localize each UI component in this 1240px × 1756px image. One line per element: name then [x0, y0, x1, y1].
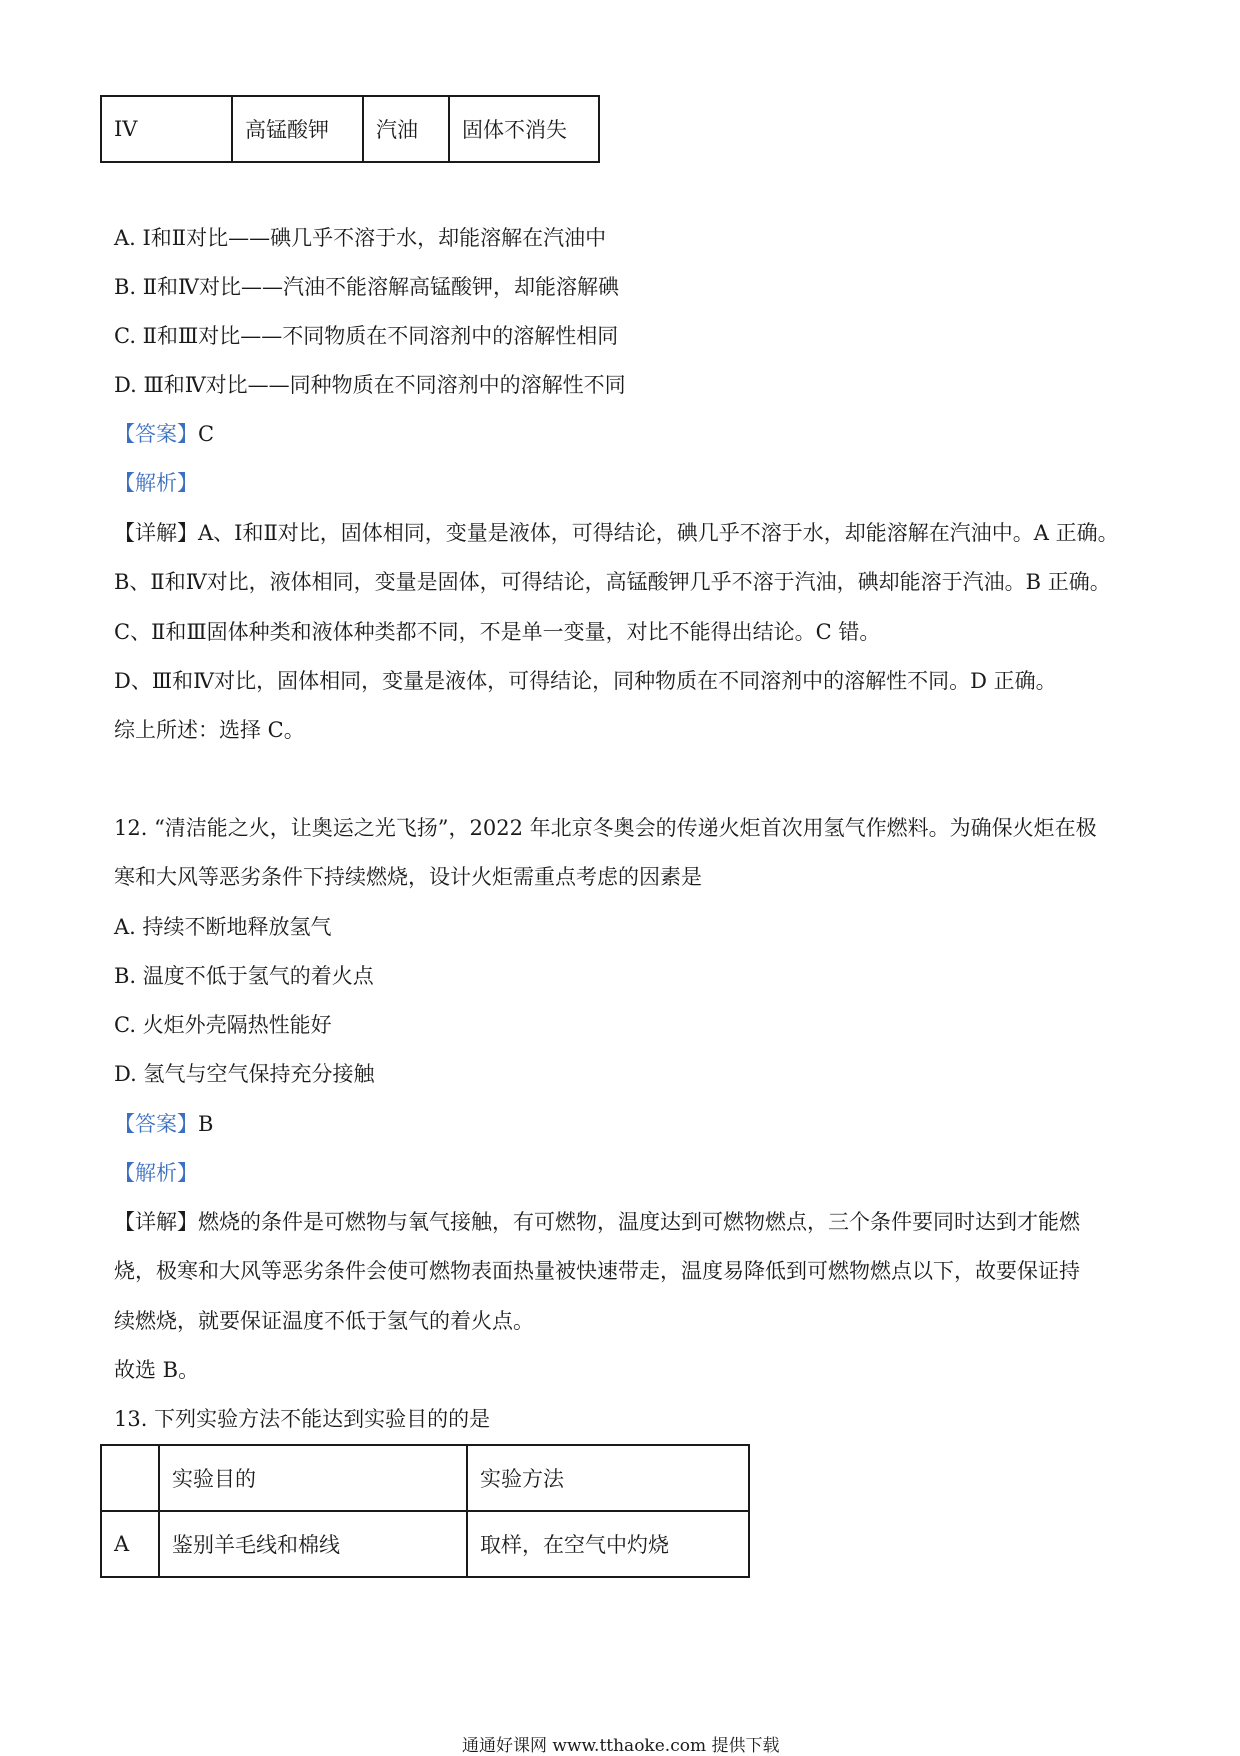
q11-detail-a [114, 518, 1119, 548]
q12-detail-line1 [114, 1207, 1080, 1237]
q11-detail-d: D、Ⅲ和Ⅳ对比，固体相同，变量是液体，可得结论，同种物质在不同溶剂中的溶解性不同。D 正确。 [114, 669, 1057, 693]
table-cell: 取样，在空气中灼烧 [467, 1511, 749, 1577]
table-cell: 汽油 [363, 96, 449, 162]
solubility-table-continued [100, 95, 600, 163]
detail-text: A、Ⅰ和Ⅱ对比，固体相同，变量是液体，可得结论，碘几乎不溶于水，却能溶解在汽油中。A 正确。 [198, 521, 1119, 545]
table-cell: IV [101, 96, 232, 162]
q12-option-c: C. 火炬外壳隔热性能好 [114, 1013, 332, 1037]
answer-tag: 【答案】 [114, 1112, 198, 1136]
table-header-row [101, 1445, 749, 1511]
table-header-cell: 实验方法 [467, 1445, 749, 1511]
table-header-cell [101, 1445, 159, 1511]
table-cell: 固体不消失 [449, 96, 599, 162]
table-cell: A [101, 1511, 159, 1577]
experiment-table [100, 1444, 750, 1578]
table-row [101, 1511, 749, 1577]
answer-value: B [198, 1112, 214, 1136]
detail-tag: 【详解】 [114, 1210, 198, 1234]
q11-summary: 综上所述：选择 C。 [114, 718, 305, 742]
q12-option-a: A. 持续不断地释放氢气 [114, 915, 332, 939]
q11-analysis-tag: 【解析】 [114, 471, 198, 495]
q12-detail-line3: 续燃烧，就要保证温度不低于氢气的着火点。 [114, 1309, 534, 1333]
q11-detail-c: C、Ⅱ和Ⅲ固体种类和液体种类都不同，不是单一变量，对比不能得出结论。C 错。 [114, 620, 881, 644]
q12-option-b: B. 温度不低于氢气的着火点 [114, 964, 374, 988]
q12-option-d: D. 氢气与空气保持充分接触 [114, 1062, 375, 1086]
page-footer: 通通好课网 www.tthaoke.com 提供下载 [462, 1736, 780, 1756]
q12-stem-line2: 寒和大风等恶劣条件下持续燃烧，设计火炬需重点考虑的因素是 [114, 865, 702, 889]
table-header-cell: 实验目的 [159, 1445, 467, 1511]
table-cell: 鉴别羊毛线和棉线 [159, 1511, 467, 1577]
table-cell: 高锰酸钾 [232, 96, 363, 162]
table-row [101, 96, 599, 162]
q12-detail-line2: 烧，极寒和大风等恶劣条件会使可燃物表面热量被快速带走，温度易降低到可燃物燃点以下，故要保证持 [114, 1259, 1080, 1283]
q12-analysis-tag: 【解析】 [114, 1161, 198, 1185]
q11-option-a: A. Ⅰ和Ⅱ对比——碘几乎不溶于水，却能溶解在汽油中 [114, 226, 607, 250]
detail-tag: 【详解】 [114, 521, 198, 545]
q11-answer [114, 419, 214, 449]
q12-conclusion: 故选 B。 [114, 1358, 200, 1382]
q13-stem: 13. 下列实验方法不能达到实验目的的是 [114, 1407, 491, 1431]
q12-stem-line1: 12. “清洁能之火，让奥运之光飞扬”，2022 年北京冬奥会的传递火炬首次用氢气作燃料。为确保火炬在极 [114, 816, 1097, 840]
answer-value: C [198, 422, 215, 446]
q11-option-b: B. Ⅱ和Ⅳ对比——汽油不能溶解高锰酸钾，却能溶解碘 [114, 275, 620, 299]
q11-option-c: C. Ⅱ和Ⅲ对比——不同物质在不同溶剂中的溶解性相同 [114, 324, 619, 348]
answer-tag: 【答案】 [114, 422, 198, 446]
detail-text: 燃烧的条件是可燃物与氧气接触，有可燃物，温度达到可燃物燃点，三个条件要同时达到才能燃 [198, 1210, 1080, 1234]
q11-detail-b: B、Ⅱ和Ⅳ对比，液体相同，变量是固体，可得结论，高锰酸钾几乎不溶于汽油，碘却能溶于汽油。B 正确。 [114, 570, 1111, 594]
q11-option-d: D. Ⅲ和Ⅳ对比——同种物质在不同溶剂中的溶解性不同 [114, 373, 626, 397]
q12-answer [114, 1109, 213, 1139]
